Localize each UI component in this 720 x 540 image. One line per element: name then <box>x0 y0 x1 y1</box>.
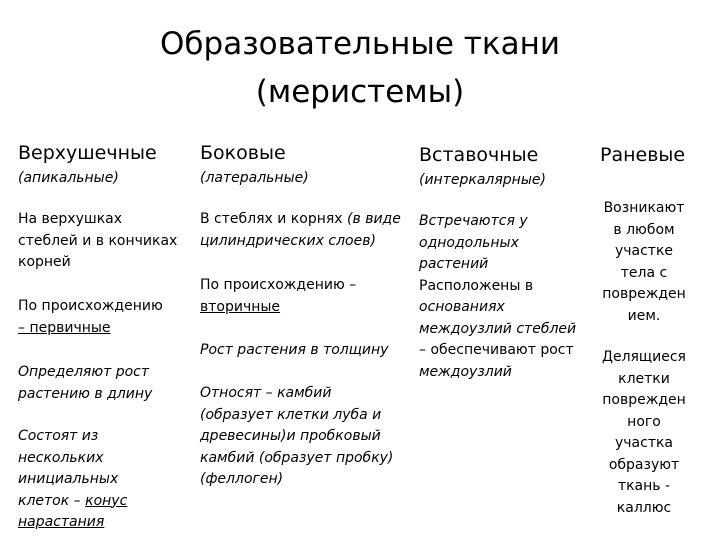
apical-location-line-2: стеблей и в кончиках <box>18 232 178 249</box>
apical-location-line-1: На верхушках <box>18 211 123 227</box>
wound-block-1 <box>590 198 698 327</box>
wound-block-2-line-3: поврежден <box>602 392 686 408</box>
apical-origin-line-2: – первичные <box>18 319 111 336</box>
title-line-1: Образовательные ткани <box>160 26 560 62</box>
intercalary-description <box>419 211 576 383</box>
intercalary-heading: Вставочные <box>419 144 539 166</box>
apical-composition-line-1: Состоят из <box>18 428 99 444</box>
apical-composition-line-4-underlined: конус <box>85 492 128 509</box>
lateral-subheading: (латеральные) <box>200 170 309 186</box>
apical-subheading: (апикальные) <box>18 170 119 186</box>
lateral-examples-line-3: древесины)и пробковый <box>200 428 381 444</box>
apical-origin-line-1: По происхождению <box>18 298 163 314</box>
lateral-location <box>200 209 401 252</box>
wound-block-2-line-4: ного <box>627 413 661 430</box>
intercalary-line-7: – обеспечивают рост <box>419 342 574 358</box>
apical-heading: Верхушечные <box>18 142 157 164</box>
lateral-heading: Боковые <box>200 142 286 164</box>
apical-composition-line-3: инициальных <box>18 471 119 487</box>
apical-composition <box>18 426 127 534</box>
apical-composition-line-5: нарастания <box>18 514 105 530</box>
lateral-examples-line-1: Относят – камбий <box>200 385 332 401</box>
wound-block-1-line-5: поврежден <box>602 286 686 302</box>
wound-block-2-line-5: участка <box>614 435 674 451</box>
lateral-examples <box>200 383 393 491</box>
wound-block-1-line-6: ием. <box>627 307 661 324</box>
apical-function-line-1: Определяют рост <box>18 364 150 380</box>
apical-composition-line-2: нескольких <box>18 449 104 466</box>
wound-block-2-line-2: клетки <box>618 370 670 387</box>
intercalary-line-5: основаниях <box>419 299 505 315</box>
wound-block-2-line-6: образуют <box>608 456 680 473</box>
lateral-examples-line-5: (феллоген) <box>200 471 284 487</box>
intercalary-line-8: междоузлий <box>419 363 512 380</box>
wound-block-2-line-1: Делящиеся <box>602 349 686 365</box>
apical-composition-line-4-prefix: клеток – <box>18 492 86 509</box>
intercalary-line-4: Расположены в <box>419 277 534 294</box>
wound-heading: Раневые <box>600 144 686 166</box>
wound-block-1-line-4: тела с <box>620 264 668 281</box>
lateral-location-line-1-prefix: В стеблях и корнях <box>200 211 348 227</box>
intercalary-line-1: Встречаются у <box>419 213 528 229</box>
lateral-origin <box>200 275 356 318</box>
lateral-examples-line-2: (образует клетки луба и <box>200 406 382 423</box>
lateral-location-line-2: цилиндрических слоев) <box>200 232 376 249</box>
apical-composition-line-4 <box>18 491 127 513</box>
lateral-examples-line-4: камбий (образует пробку) <box>200 449 394 466</box>
wound-block-2-line-8: каллюс <box>616 499 672 516</box>
lateral-origin-line-2: вторичные <box>200 298 281 315</box>
lateral-function: Рост растения в толщину <box>200 342 389 358</box>
wound-block-1-line-2: в любом <box>613 221 675 238</box>
apical-function-line-2: растению в длину <box>18 385 153 402</box>
intercalary-line-6: междоузлий стеблей <box>419 320 577 337</box>
intercalary-subheading: (интеркалярные) <box>419 172 546 188</box>
wound-block-1-line-1: Возникают <box>603 200 685 216</box>
lateral-location-line-1-italic: (в виде <box>347 211 401 227</box>
wound-block-2 <box>590 347 698 519</box>
wound-block-1-line-3: участке <box>614 243 674 259</box>
lateral-location-line-1 <box>200 209 401 231</box>
apical-function <box>18 362 152 405</box>
apical-location <box>18 209 177 274</box>
title-line-2: (меристемы) <box>255 74 465 110</box>
intercalary-line-3: растений <box>419 256 489 272</box>
wound-block-2-line-7: ткань - <box>617 478 671 494</box>
lateral-origin-line-1: По происхождению – <box>200 277 357 293</box>
apical-location-line-3: корней <box>18 254 71 270</box>
intercalary-line-2: однодольных <box>419 234 519 251</box>
apical-origin <box>18 296 163 339</box>
